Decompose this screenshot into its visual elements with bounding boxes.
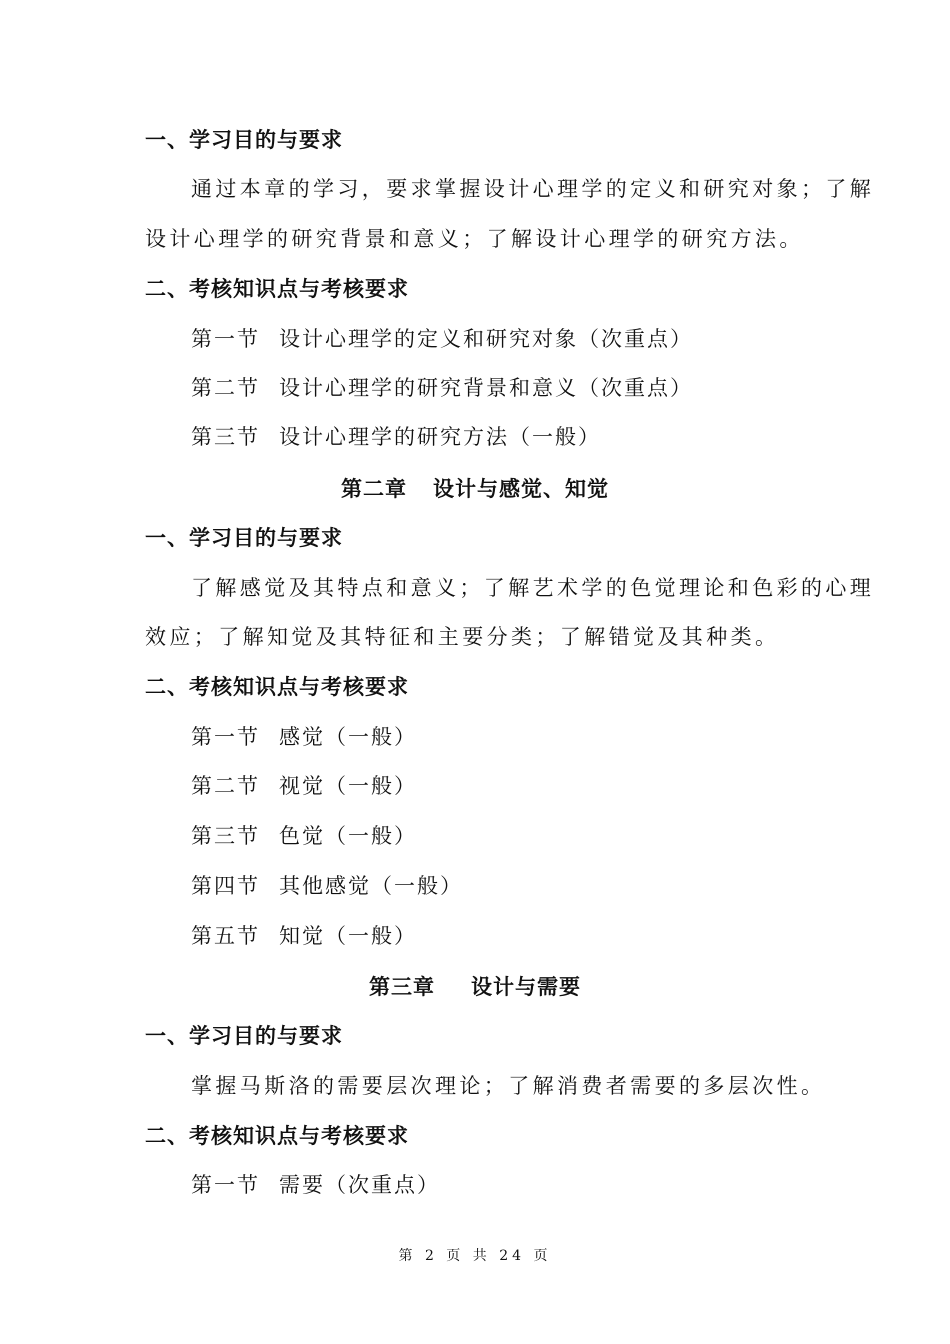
chapter3-goal-heading: 一、学习目的与要求 <box>145 1024 343 1048</box>
section-title: 设计心理学的研究方法（一般） <box>279 425 601 449</box>
chapter2-goal-heading: 一、学习目的与要求 <box>145 526 343 550</box>
chapter1-section-item <box>191 324 693 354</box>
chapter-number: 第三章 <box>369 975 435 999</box>
chapter2-section-item <box>191 871 463 901</box>
chapter2-exam-heading: 二、考核知识点与考核要求 <box>145 675 409 699</box>
section-number: 第一节 <box>191 1173 260 1197</box>
page-number-footer: 第 2 页 共 24 页 <box>398 1248 552 1264</box>
chapter2-goal-text-line2: 效应；了解知觉及其特征和主要分类；了解错觉及其种类。 <box>145 625 780 649</box>
section-title: 色觉（一般） <box>279 824 417 848</box>
section-number: 第三节 <box>191 824 260 848</box>
section-number: 第一节 <box>191 327 260 351</box>
section-title: 设计心理学的研究背景和意义（次重点） <box>279 376 693 400</box>
section-title: 知觉（一般） <box>279 924 417 948</box>
section-title: 需要（次重点） <box>279 1173 440 1197</box>
section-number: 第一节 <box>191 725 260 749</box>
chapter1-section-item <box>191 373 693 403</box>
chapter2-section-item <box>191 722 417 752</box>
section-title: 其他感觉（一般） <box>279 874 463 898</box>
chapter1-goal-text-line2: 设计心理学的研究背景和意义；了解设计心理学的研究方法。 <box>145 227 804 251</box>
section-number: 第二节 <box>191 774 260 798</box>
chapter3-exam-heading: 二、考核知识点与考核要求 <box>145 1124 409 1148</box>
chapter3-section-item <box>191 1170 440 1200</box>
section-number: 第二节 <box>191 376 260 400</box>
chapter2-section-item <box>191 821 417 851</box>
chapter3-title <box>0 972 950 1002</box>
section-title: 视觉（一般） <box>279 774 417 798</box>
chapter2-section-item <box>191 921 417 951</box>
chapter-number: 第二章 <box>341 477 407 501</box>
chapter3-goal-text-line1: 掌握马斯洛的需要层次理论；了解消费者需要的多层次性。 <box>191 1074 826 1098</box>
chapter-name: 设计与需要 <box>471 975 581 999</box>
section-number: 第五节 <box>191 924 260 948</box>
chapter-name: 设计与感觉、知觉 <box>433 477 609 501</box>
chapter1-goal-heading: 一、学习目的与要求 <box>145 128 343 152</box>
chapter1-section-item <box>191 422 601 452</box>
chapter2-title <box>0 474 950 504</box>
chapter1-goal-text-line1: 通过本章的学习，要求掌握设计心理学的定义和研究对象；了解 <box>191 177 875 201</box>
chapter1-exam-heading: 二、考核知识点与考核要求 <box>145 277 409 301</box>
chapter2-section-item <box>191 771 417 801</box>
chapter2-goal-text-line1: 了解感觉及其特点和意义；了解艺术学的色觉理论和色彩的心理 <box>191 576 875 600</box>
section-title: 设计心理学的定义和研究对象（次重点） <box>279 327 693 351</box>
section-title: 感觉（一般） <box>279 725 417 749</box>
section-number: 第四节 <box>191 874 260 898</box>
section-number: 第三节 <box>191 425 260 449</box>
